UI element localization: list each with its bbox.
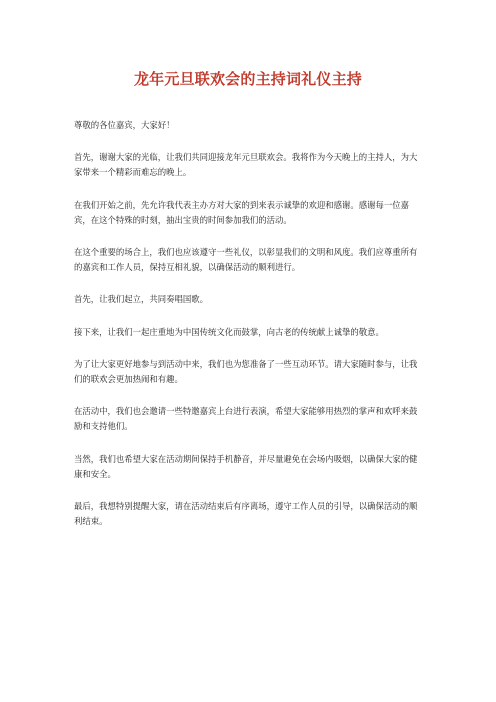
paragraph-etiquette: 在这个重要的场合上，我们也应该遵守一些礼仪，以彰显我们的文明和风度。我们应尊重所有的嘉宾和工作人员，保持互相礼貌，以确保活动的顺利进行。 (74, 247, 418, 273)
paragraph-anthem: 首先，让我们起立，共同奏唱国歌。 (74, 294, 208, 305)
paragraph-phone-smoking: 当然，我们也希望大家在活动期间保持手机静音，并尽量避免在会场内吸烟，以确保大家的健康和安全。 (74, 453, 418, 479)
paragraph-exit: 最后，我想特别提醒大家，请在活动结束后有序离场，遵守工作人员的引导，以确保活动的顺利结束。 (74, 501, 418, 527)
paragraph-applause: 接下来，让我们一起庄重地为中国传统文化而鼓掌，向古老的传统献上诚挚的敬意。 (74, 326, 384, 337)
paragraph-interaction: 为了让大家更好地参与到活动中来，我们也为您准备了一些互动环节。请大家随时参与，让我们的联欢会更加热闹和有趣。 (74, 358, 418, 385)
document-title: 龙年元旦联欢会的主持词礼仪主持 (133, 70, 362, 88)
paragraph-performance: 在活动中，我们也会邀请一些特邀嘉宾上台进行表演，希望大家能够用热烈的掌声和欢呼来鼓励和支持他们。 (74, 406, 418, 432)
document-body (74, 118, 424, 546)
paragraph-greeting: 尊敬的各位嘉宾，大家好！ (74, 120, 175, 130)
paragraph-welcome: 首先，谢谢大家的光临，让我们共同迎接龙年元旦联欢会。我将作为今天晚上的主持人，为大家带来一个精彩而难忘的晚上。 (74, 152, 418, 178)
paragraph-thanks: 在我们开始之前，先允许我代表主办方对大家的到来表示诚挚的欢迎和感谢。感谢每一位嘉宾，在这个特殊的时刻，抽出宝贵的时间参加我们的活动。 (74, 199, 409, 225)
